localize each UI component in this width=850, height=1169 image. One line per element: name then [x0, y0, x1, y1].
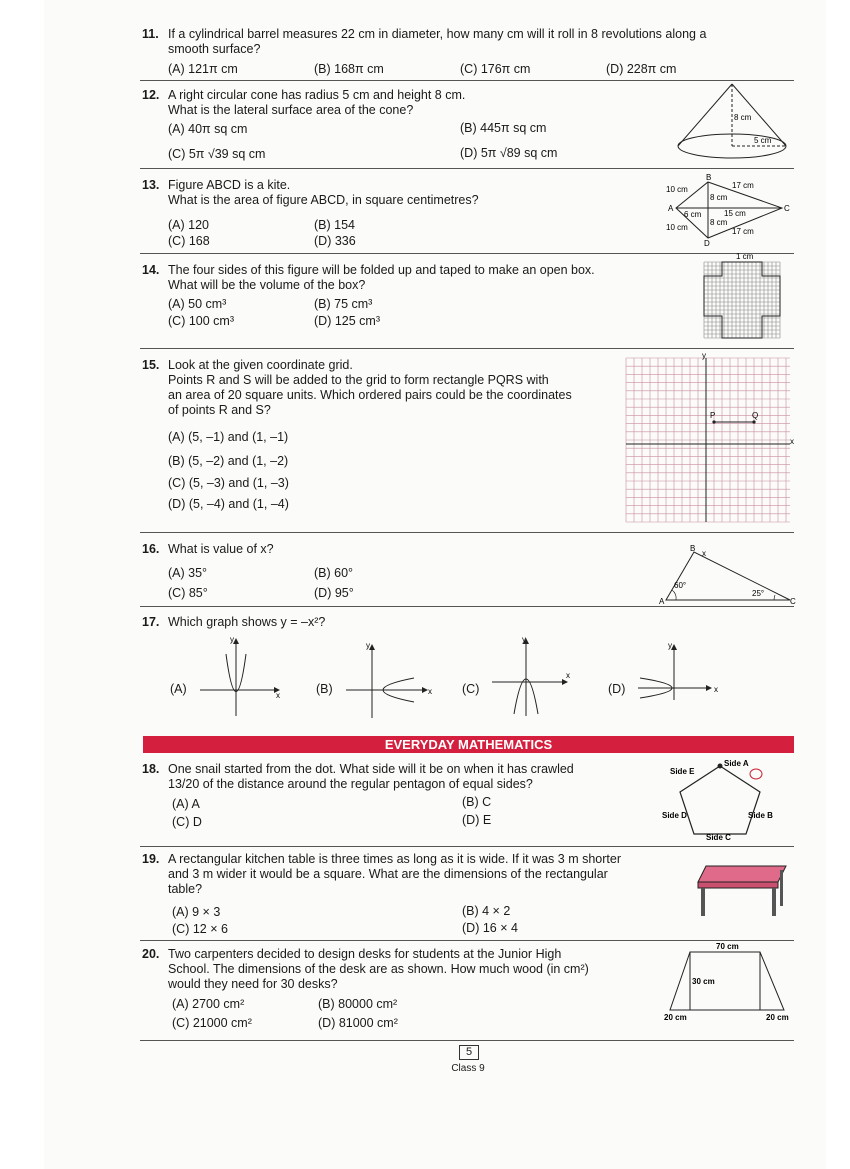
- q12-option-b: (B) 445π sq cm: [460, 121, 547, 135]
- q15-option-c: (C) (5, –3) and (1, –3): [168, 476, 289, 490]
- kite-figure: [662, 172, 792, 248]
- cone-radius-label: 5 cm: [754, 136, 772, 145]
- q13-option-b: (B) 154: [314, 218, 355, 232]
- q13-option-a: (A) 120: [168, 218, 209, 232]
- divider: [140, 1040, 794, 1041]
- q13-option-d: (D) 336: [314, 234, 356, 248]
- svg-text:20 cm: 20 cm: [766, 1013, 789, 1022]
- svg-text:Side B: Side B: [748, 811, 773, 820]
- svg-text:8 cm: 8 cm: [710, 193, 728, 202]
- q11-option-c: (C) 176π cm: [460, 62, 531, 76]
- divider: [140, 348, 794, 349]
- q17-option-c: (C): [462, 682, 480, 696]
- divider: [140, 606, 794, 607]
- svg-text:y: y: [522, 635, 526, 644]
- svg-text:Side C: Side C: [706, 833, 731, 842]
- question-11-text: If a cylindrical barrel measures 22 cm in diameter, how many cm will it roll in 8 revolutions along a smooth surface?: [168, 27, 707, 56]
- q13-option-c: (C) 168: [168, 234, 210, 248]
- divider: [140, 532, 794, 533]
- svg-text:B: B: [690, 544, 696, 553]
- q16-option-c: (C) 85°: [168, 586, 208, 600]
- section-title-band: EVERYDAY MATHEMATICS: [143, 736, 794, 753]
- question-17: 17. Which graph shows y = –x²?: [142, 615, 326, 629]
- q18-option-a: (A) A: [172, 797, 200, 811]
- q15-option-d: (D) (5, –4) and (1, –4): [168, 497, 289, 511]
- q12-option-c: (C) 5π √39 sq cm: [168, 147, 266, 161]
- svg-text:x: x: [702, 549, 706, 558]
- question-20: 20. Two carpenters decided to design desks for students at the Junior High School. The dimensions of the desk are as shown. How much wood (in cm²) would they need for 30 desks?: [142, 947, 589, 991]
- cone-height-label: 8 cm: [734, 113, 752, 122]
- q19-option-b: (B) 4 × 2: [462, 904, 511, 918]
- desk-trapezoid-figure: [660, 940, 794, 1024]
- q11-option-d: (D) 228π cm: [606, 62, 677, 76]
- q20-option-d: (D) 81000 cm²: [318, 1016, 398, 1030]
- divider: [140, 253, 794, 254]
- question-12: 12. A right circular cone has radius 5 cm and height 8 cm. What is the lateral surface area of the cone?: [142, 88, 466, 117]
- svg-text:Side D: Side D: [662, 811, 687, 820]
- svg-text:70 cm: 70 cm: [716, 942, 739, 951]
- q16-option-b: (B) 60°: [314, 566, 354, 580]
- pentagon-figure: [660, 756, 790, 844]
- q19-option-c: (C) 12 × 6: [172, 922, 228, 936]
- svg-text:17 cm: 17 cm: [732, 227, 754, 236]
- q19-option-a: (A) 9 × 3: [172, 905, 221, 919]
- svg-text:8 cm: 8 cm: [710, 218, 728, 227]
- svg-text:x: x: [276, 691, 280, 700]
- q11-option-a: (A) 121π cm: [168, 62, 238, 76]
- q16-option-a: (A) 35°: [168, 566, 208, 580]
- q20-option-b: (B) 80000 cm²: [318, 997, 398, 1011]
- svg-text:6 cm: 6 cm: [684, 210, 702, 219]
- q15-option-b: (B) (5, –2) and (1, –2): [168, 454, 289, 468]
- table-figure: [690, 856, 794, 922]
- q14-option-b: (B) 75 cm³: [314, 297, 373, 311]
- svg-text:30 cm: 30 cm: [692, 977, 715, 986]
- box-net-figure: [700, 252, 784, 344]
- q20-option-c: (C) 21000 cm²: [172, 1016, 252, 1030]
- svg-text:Side A: Side A: [724, 759, 749, 768]
- q17-option-d: (D): [608, 682, 626, 696]
- svg-text:y: y: [702, 352, 706, 360]
- svg-text:y: y: [366, 641, 370, 650]
- svg-text:25°: 25°: [752, 589, 765, 598]
- q11-option-b: (B) 168π cm: [314, 62, 384, 76]
- triangle-figure: [656, 542, 796, 606]
- cone-figure: [672, 80, 794, 166]
- q12-option-d: (D) 5π √89 sq cm: [460, 146, 558, 160]
- graph-c-figure: [488, 634, 578, 718]
- page-number: 5: [459, 1045, 479, 1060]
- q18-option-d: (D) E: [462, 813, 492, 827]
- svg-text:x: x: [714, 685, 718, 694]
- graph-a-figure: [196, 634, 286, 718]
- svg-text:D: D: [704, 239, 710, 248]
- svg-text:B: B: [706, 173, 712, 182]
- svg-text:C: C: [784, 204, 790, 213]
- question-16: 16. What is value of x?: [142, 542, 274, 556]
- question-18: 18. One snail started from the dot. What side will it be on when it has crawled 13/20 of the distance around the regular pentagon of equal sides?: [142, 762, 574, 791]
- graph-b-figure: [342, 640, 438, 720]
- svg-text:x: x: [566, 671, 570, 680]
- divider: [140, 168, 794, 169]
- q14-option-c: (C) 100 cm³: [168, 314, 234, 328]
- svg-text:P: P: [710, 411, 716, 420]
- svg-text:y: y: [230, 635, 234, 644]
- q14-option-d: (D) 125 cm³: [314, 314, 380, 328]
- q19-option-d: (D) 16 × 4: [462, 921, 518, 935]
- svg-text:10 cm: 10 cm: [666, 185, 688, 194]
- q12-option-a: (A) 40π sq cm: [168, 122, 248, 136]
- svg-text:10 cm: 10 cm: [666, 223, 688, 232]
- svg-text:A: A: [668, 204, 674, 213]
- q17-option-b: (B): [316, 682, 333, 696]
- svg-text:60°: 60°: [674, 581, 687, 590]
- q15-option-a: (A) (5, –1) and (1, –1): [168, 430, 289, 444]
- svg-text:Q: Q: [752, 411, 759, 420]
- class-label: Class 9: [451, 1063, 485, 1074]
- q20-option-a: (A) 2700 cm²: [172, 997, 245, 1011]
- q16-option-d: (D) 95°: [314, 586, 354, 600]
- question-19: 19. A rectangular kitchen table is three times as long as it is wide. If it was 3 m shorter and 3 m wider it would be a square. What are the dimensions of the rectangular table?: [142, 852, 621, 896]
- svg-text:Side E: Side E: [670, 767, 695, 776]
- svg-text:x: x: [428, 687, 432, 696]
- divider: [140, 846, 794, 847]
- svg-text:C: C: [790, 597, 796, 606]
- svg-text:1 cm: 1 cm: [736, 252, 754, 261]
- graph-d-figure: [634, 640, 724, 720]
- q18-option-b: (B) C: [462, 795, 492, 809]
- question-15: 15. Look at the given coordinate grid. Points R and S will be added to the grid to form rectangle PQRS with an area of 20 square units. Which ordered pairs could be the coordinates of points R and S?: [142, 358, 572, 417]
- svg-text:x: x: [790, 437, 794, 446]
- question-14: 14. The four sides of this figure will be folded up and taped to make an open box. What will be the volume of the box?: [142, 263, 595, 292]
- question-11: 11. If a cylindrical barrel measures 22 cm in diameter, how many cm will it roll in 8 revolutions along a smooth surface?: [142, 27, 707, 56]
- q18-option-c: (C) D: [172, 815, 202, 829]
- svg-text:15 cm: 15 cm: [724, 209, 746, 218]
- question-13: 13. Figure ABCD is a kite. What is the area of figure ABCD, in square centimetres?: [142, 178, 479, 207]
- q14-option-a: (A) 50 cm³: [168, 297, 227, 311]
- coordinate-grid-figure: [620, 352, 796, 524]
- svg-text:y: y: [668, 641, 672, 650]
- svg-text:A: A: [659, 597, 665, 606]
- q17-option-a: (A): [170, 682, 187, 696]
- svg-text:20 cm: 20 cm: [664, 1013, 687, 1022]
- svg-text:17 cm: 17 cm: [732, 181, 754, 190]
